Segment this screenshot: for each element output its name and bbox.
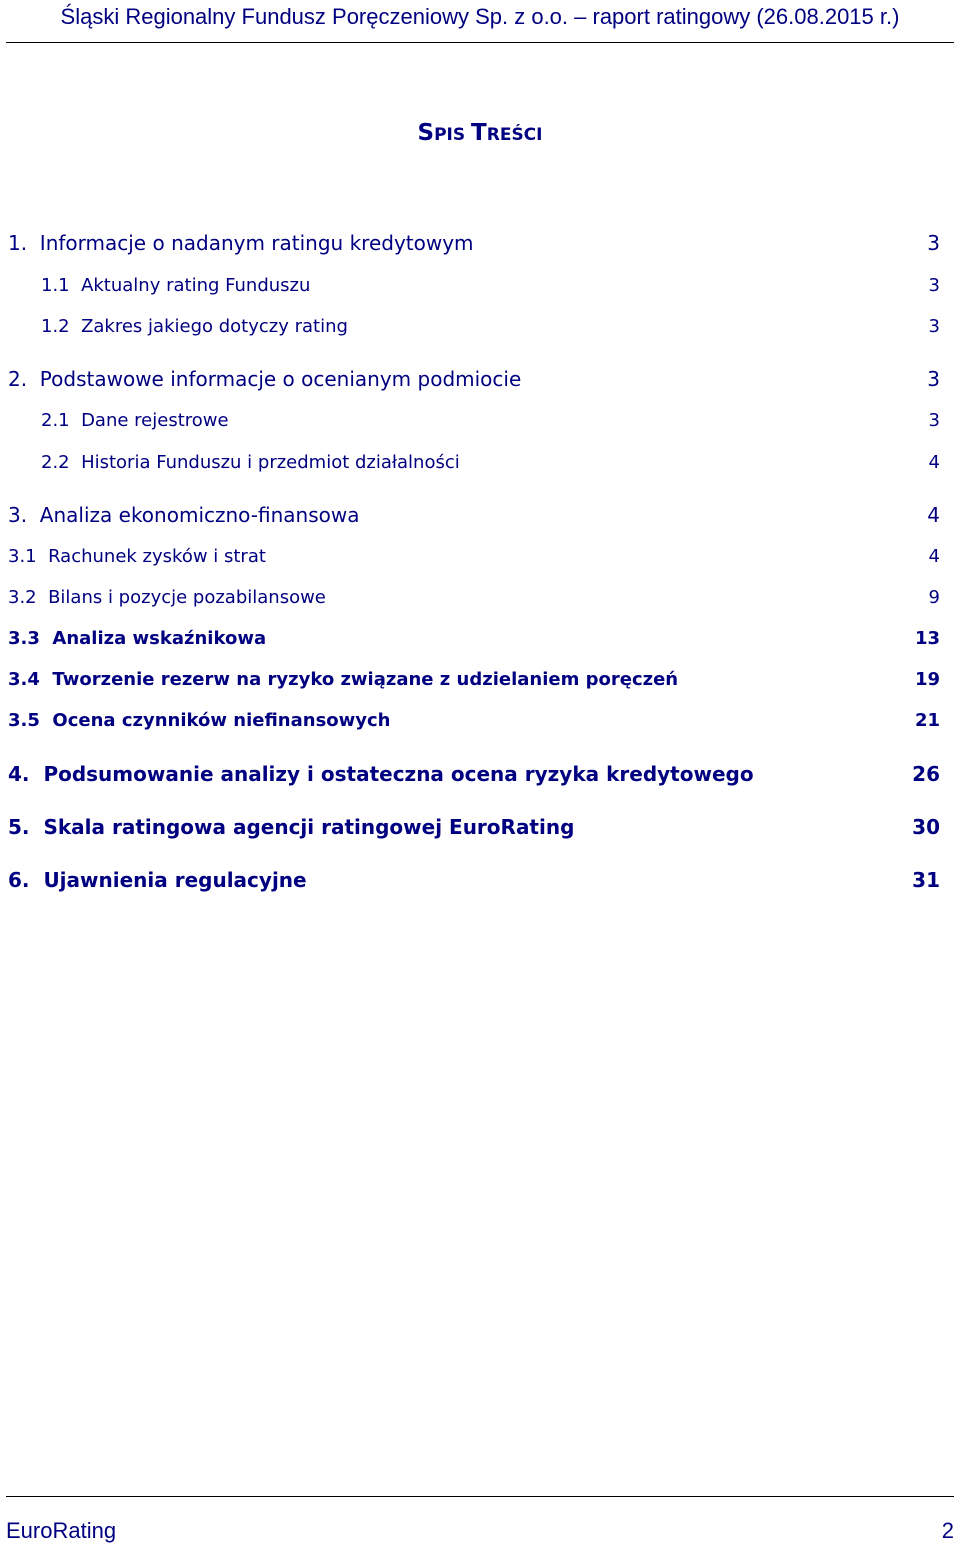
toc-entry-page: 3 (927, 231, 940, 255)
toc-entry-page: 3 (927, 367, 940, 391)
toc-entry-label: 3.4 Tworzenie rezerw na ryzyko związane z udzielaniem poręczeń (8, 669, 679, 690)
toc-entry-label: 3.1 Rachunek zysków i strat (8, 546, 266, 567)
toc-entry-label: 4. Podsumowanie analizy i ostateczna ocena ryzyka kredytowego (8, 762, 754, 786)
toc-entry-page: 13 (914, 628, 940, 649)
footer-page-number: 2 (941, 1518, 954, 1543)
toc-entry-page: 19 (914, 669, 940, 690)
toc-entry-page: 4 (928, 452, 940, 473)
toc-entry-page: 4 (927, 503, 940, 527)
toc-entry-label: 3.2 Bilans i pozycje pozabilansowe (8, 587, 326, 608)
toc-entry-label: 2. Podstawowe informacje o ocenianym podmiocie (8, 367, 522, 391)
toc-entry-page: 21 (914, 710, 940, 731)
toc-entry-page: 4 (928, 546, 940, 567)
toc-entry-page: 31 (912, 868, 940, 892)
toc-entry-label: 3.3 Analiza wskaźnikowa (8, 628, 267, 649)
toc-entry-label: 3. Analiza ekonomiczno-finansowa (8, 503, 360, 527)
title-part-2: REŚCI (486, 125, 543, 145)
toc-entry-label: 1.2 Zakres jakiego dotyczy rating (41, 316, 348, 337)
toc-entry-page: 3 (928, 275, 940, 296)
toc-entry-page: 3 (928, 410, 940, 431)
toc-entry-page: 9 (928, 587, 940, 608)
title-cap-1: S (417, 120, 435, 146)
toc-entry-page: 3 (928, 316, 940, 337)
toc-entry-label: 5. Skala ratingowa agencji ratingowej EuroRating (8, 815, 575, 839)
toc-entry-label: 3.5 Ocena czynników niefinansowych (8, 710, 391, 731)
toc-entry-page: 30 (912, 815, 940, 839)
toc-entry-label: 2.2 Historia Funduszu i przedmiot działalności (41, 452, 460, 473)
header-text: Śląski Regionalny Fundusz Poręczeniowy Sp. z o.o. – raport ratingowy (26.08.2015 r.) (60, 4, 900, 29)
page-title (0, 120, 960, 146)
title-cap-2: T (471, 120, 487, 146)
toc-entry-label: 1. Informacje o nadanym ratingu kredytowym (8, 231, 474, 255)
toc-entry-label: 1.1 Aktualny rating Funduszu (41, 275, 311, 296)
title-part-1: PIS (434, 125, 472, 145)
toc-entry-label: 6. Ujawnienia regulacyjne (8, 868, 307, 892)
footer-brand: EuroRating (6, 1518, 117, 1543)
toc-entry-page: 26 (912, 762, 940, 786)
page-header (0, 0, 960, 42)
toc-entry-label: 2.1 Dane rejestrowe (41, 410, 229, 431)
footer-divider (6, 1496, 954, 1497)
header-divider (6, 42, 954, 43)
